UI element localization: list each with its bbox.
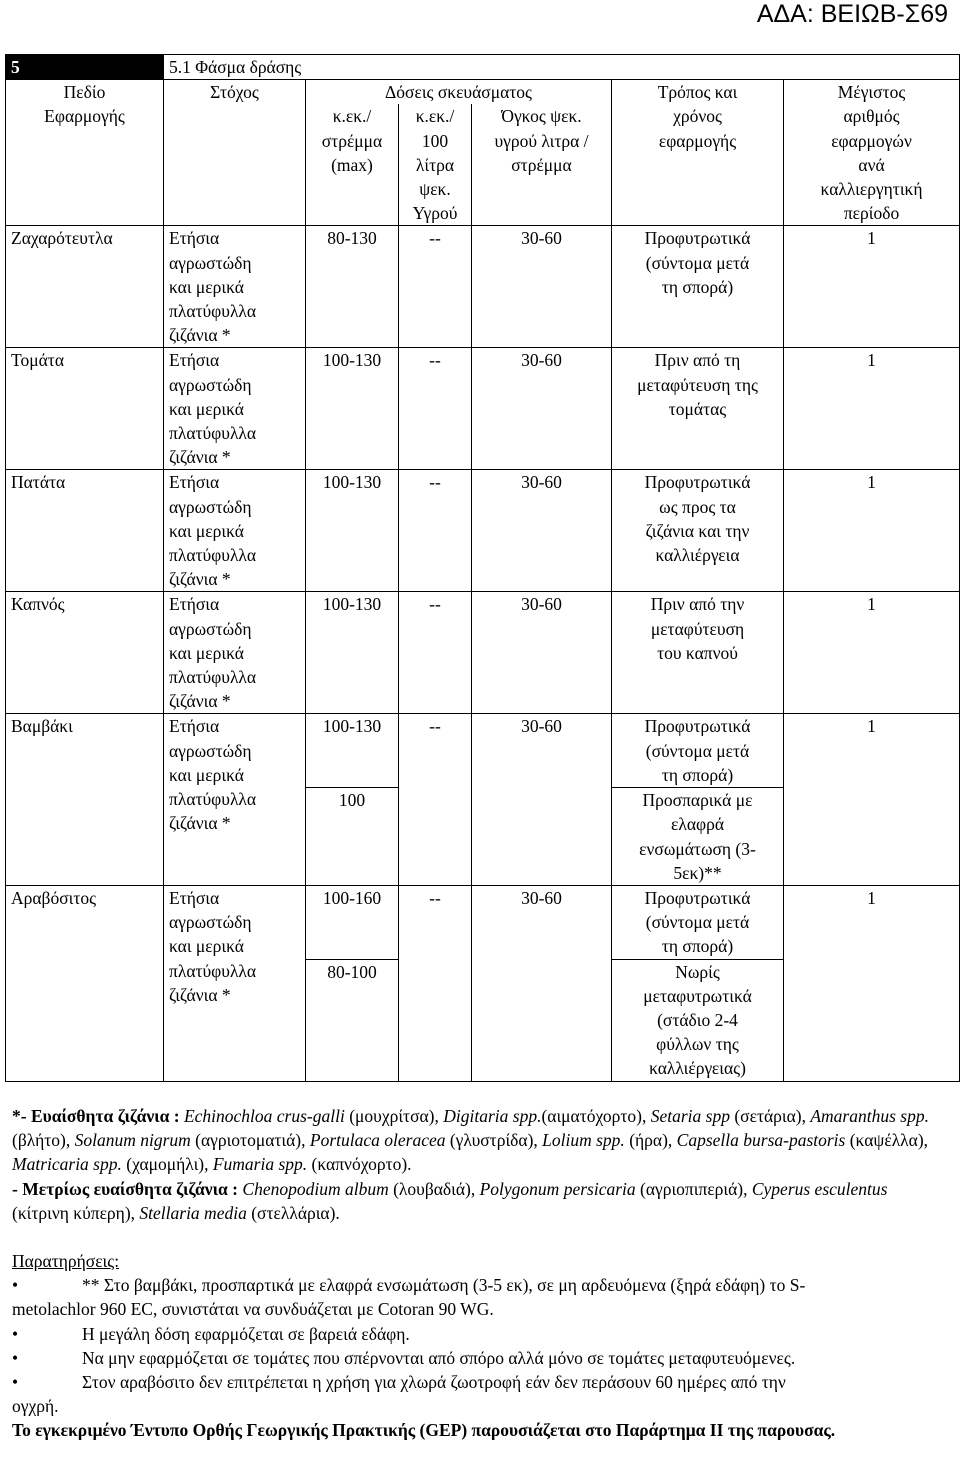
sensitive-weed-scientific-name: Digitaria spp. <box>443 1106 542 1126</box>
dose-per-stremma: 100-130 <box>306 470 399 592</box>
application-mode: Πριν από τη μεταφύτευση της τομάτας <box>612 348 784 470</box>
header-target: Στόχος <box>164 80 306 226</box>
bullet-icon: • <box>12 1347 19 1368</box>
section-header-row <box>6 55 960 80</box>
header-dose-per-stremma: κ.εκ./ στρέμμα (max) <box>306 104 399 226</box>
remarks-label: Παρατηρήσεις: <box>12 1251 120 1272</box>
remark-item: • ** Στο βαμβάκι, προσπαρτικά με ελαφρά ενσωμάτωση (3-5 εκ), σε μη αρδευόμενα (ξηρά εδάφη) το S- <box>12 1273 948 1297</box>
sensitive-weed-common-name: (αιματόχορτο), <box>541 1106 651 1126</box>
bullet-icon: • <box>12 1372 19 1393</box>
sensitive-weed-common-name: (καπνόχορτο). <box>307 1154 412 1175</box>
sensitive-weed-scientific-name: Portulaca oleracea <box>309 1130 446 1151</box>
header-doses: Δόσεις σκευάσματος <box>306 80 612 105</box>
application-mode-alt: Προσπαρικά με ελαφρά ενσωμάτωση (3- 5εκ)** <box>612 788 784 886</box>
spray-volume: 30-60 <box>472 714 612 885</box>
dose-per-stremma: 100-130 <box>306 714 399 788</box>
dose-per-100l: -- <box>399 226 472 348</box>
spray-volume: 30-60 <box>472 470 612 592</box>
application-mode: Πριν από την μεταφύτευση του καπνού <box>612 592 784 714</box>
moderate-weed-common-name: (κίτρινη κύπερη), <box>12 1202 140 1223</box>
table-row <box>6 885 960 959</box>
crop-name: Βαμβάκι <box>6 714 164 885</box>
moderate-weed-scientific-name: Polygonum persicaria <box>479 1178 636 1199</box>
table-row <box>6 592 960 714</box>
header-spray-volume: Όγκος ψεκ. υγρού λιτρα / στρέμμα <box>472 104 612 226</box>
spray-volume: 30-60 <box>472 348 612 470</box>
dose-per-stremma: 100-130 <box>306 348 399 470</box>
header-max-applications: Μέγιστος αριθμός εφαρμογών ανά καλλιεργητική περίοδο <box>784 80 960 226</box>
table-row <box>6 470 960 592</box>
spray-volume: 30-60 <box>472 592 612 714</box>
dose-per-stremma: 100-160 <box>306 885 399 959</box>
application-mode-alt: Νωρίς μεταφυτρωτικά (στάδιο 2-4 φύλλων της καλλιέργειας) <box>612 959 784 1081</box>
application-mode: Προφυτρωτικά (σύντομα μετά τη σπορά) <box>612 885 784 959</box>
moderate-weeds-label: - Μετρίως ευαίσθητα ζιζάνια : <box>12 1178 239 1199</box>
header-dose-per-100l: κ.εκ./ 100 λίτρα ψεκ. Υγρού <box>399 104 472 226</box>
remark-item: • Στον αραβόσιτο δεν επιτρέπεται η χρήση για χλωρά ζωοτροφή εάν δεν περάσουν 60 ημέρες από την <box>12 1370 948 1394</box>
sensitive-weed-scientific-name: Matricaria spp. <box>12 1154 122 1175</box>
target-weeds: Ετήσια αγρωστώδη και μερικά πλατύφυλλα ζιζάνια * <box>164 470 306 592</box>
moderate-weed-common-name: (λουβαδιά), <box>388 1178 480 1199</box>
dose-per-100l: -- <box>399 348 472 470</box>
sensitive-weed-scientific-name: Echinochloa crus-galli <box>183 1106 345 1126</box>
sensitive-weed-common-name: (αγριοτοματιά), <box>190 1130 310 1151</box>
sensitive-weed-common-name: (γλυστρίδα), <box>445 1130 543 1151</box>
bullet-icon: • <box>12 1275 19 1296</box>
dose-per-100l: -- <box>399 714 472 885</box>
target-weeds: Ετήσια αγρωστώδη και μερικά πλατύφυλλα ζιζάνια * <box>164 348 306 470</box>
sensitive-weed-common-name: (ήρα), <box>624 1130 677 1151</box>
document-code: ΑΔΑ: ΒΕΙΩΒ-Σ69 <box>756 0 948 28</box>
sensitive-weed-common-name: (χαμομήλι), <box>121 1154 213 1175</box>
max-applications: 1 <box>784 348 960 470</box>
moderate-weed-scientific-name: Stellaria media <box>139 1202 247 1223</box>
sensitive-weeds-note <box>12 1104 948 1177</box>
target-weeds: Ετήσια αγρωστώδη και μερικά πλατύφυλλα ζιζάνια * <box>164 885 306 1081</box>
sensitive-weed-scientific-name: Fumaria spp. <box>212 1154 308 1175</box>
moderate-weed-common-name: (στελλάρια). <box>246 1202 340 1223</box>
sensitive-weed-scientific-name: Solanum nigrum <box>74 1130 191 1151</box>
sensitive-weed-common-name: (μουχρίτσα), <box>344 1106 444 1126</box>
target-weeds: Ετήσια αγρωστώδη και μερικά πλατύφυλλα ζιζάνια * <box>164 226 306 348</box>
table-row <box>6 348 960 470</box>
crop-name: Καπνός <box>6 592 164 714</box>
application-mode: Προφυτρωτικά (σύντομα μετά τη σπορά) <box>612 714 784 788</box>
target-weeds: Ετήσια αγρωστώδη και μερικά πλατύφυλλα ζιζάνια * <box>164 592 306 714</box>
dose-per-stremma-alt: 100 <box>306 788 399 886</box>
section-number: 5 <box>6 55 164 80</box>
remark-item: • Να μην εφαρμόζεται σε τομάτες που σπέρνονται από σπόρο αλλά μόνο σε τομάτες μεταφυτευόμενες. <box>12 1346 948 1370</box>
dose-per-100l: -- <box>399 592 472 714</box>
dose-per-stremma: 80-130 <box>306 226 399 348</box>
dose-per-100l: -- <box>399 885 472 1081</box>
sensitive-weed-scientific-name: Capsella bursa-pastoris <box>676 1130 846 1151</box>
footnotes-section <box>12 1104 948 1443</box>
table-row <box>6 226 960 348</box>
dose-per-stremma: 100-130 <box>306 592 399 714</box>
spray-volume: 30-60 <box>472 885 612 1081</box>
application-mode: Προφυτρωτικά ως προς τα ζιζάνια και την καλλιέργεια <box>612 470 784 592</box>
remark-continuation: ογχρή. <box>12 1396 59 1417</box>
sensitive-weed-scientific-name: Amaranthus spp. <box>810 1106 929 1126</box>
crop-name: Ζαχαρότευτλα <box>6 226 164 348</box>
dose-per-100l: -- <box>399 470 472 592</box>
section-title: 5.1 Φάσμα δράσης <box>164 55 960 80</box>
header-field: Πεδίο Εφαρμογής <box>6 80 164 226</box>
dose-per-stremma-alt: 80-100 <box>306 959 399 1081</box>
table-row <box>6 714 960 788</box>
crop-name: Πατάτα <box>6 470 164 592</box>
sensitive-weed-scientific-name: Setaria spp <box>650 1106 730 1126</box>
header-mode: Τρόπος και χρόνος εφαρμογής <box>612 80 784 226</box>
bullet-icon: • <box>12 1323 19 1344</box>
moderate-weed-scientific-name: Cyperus esculentus <box>751 1178 888 1199</box>
moderate-weed-common-name: (αγριοπιπεριά), <box>635 1178 752 1199</box>
crop-name: Αραβόσιτος <box>6 885 164 1081</box>
moderate-weeds-note <box>12 1177 948 1225</box>
spray-volume: 30-60 <box>472 226 612 348</box>
sensitive-weed-common-name: (βλήτο), <box>12 1130 75 1151</box>
target-weeds: Ετήσια αγρωστώδη και μερικά πλατύφυλλα ζιζάνια * <box>164 714 306 885</box>
moderate-weed-scientific-name: Chenopodium album <box>242 1178 389 1199</box>
max-applications: 1 <box>784 470 960 592</box>
crop-name: Τομάτα <box>6 348 164 470</box>
sensitive-weed-common-name: (καψέλλα), <box>845 1130 929 1151</box>
sensitive-weed-common-name: (σετάρια), <box>729 1106 811 1126</box>
max-applications: 1 <box>784 714 960 885</box>
remark-item: • Η μεγάλη δόση εφαρμόζεται σε βαρειά εδάφη. <box>12 1322 948 1346</box>
max-applications: 1 <box>784 226 960 348</box>
spectrum-table <box>5 54 960 1082</box>
application-mode: Προφυτρωτικά (σύντομα μετά τη σπορά) <box>612 226 784 348</box>
sensitive-weed-scientific-name: Lolium spp. <box>542 1130 625 1151</box>
closing-statement: Το εγκεκριμένο Έντυπο Ορθής Γεωργικής Πρακτικής (GEP) παρουσιάζεται στο Παράρτημα ΙΙ της παρουσας. <box>12 1420 836 1441</box>
max-applications: 1 <box>784 885 960 1081</box>
sensitive-weeds-label: *- Ευαίσθητα ζιζάνια : <box>12 1106 180 1126</box>
remark-continuation: metolachlor 960 EC, συνιστάται να συνδυάζεται με Cotoran 90 WG. <box>12 1299 494 1320</box>
column-header-row <box>6 80 960 105</box>
max-applications: 1 <box>784 592 960 714</box>
